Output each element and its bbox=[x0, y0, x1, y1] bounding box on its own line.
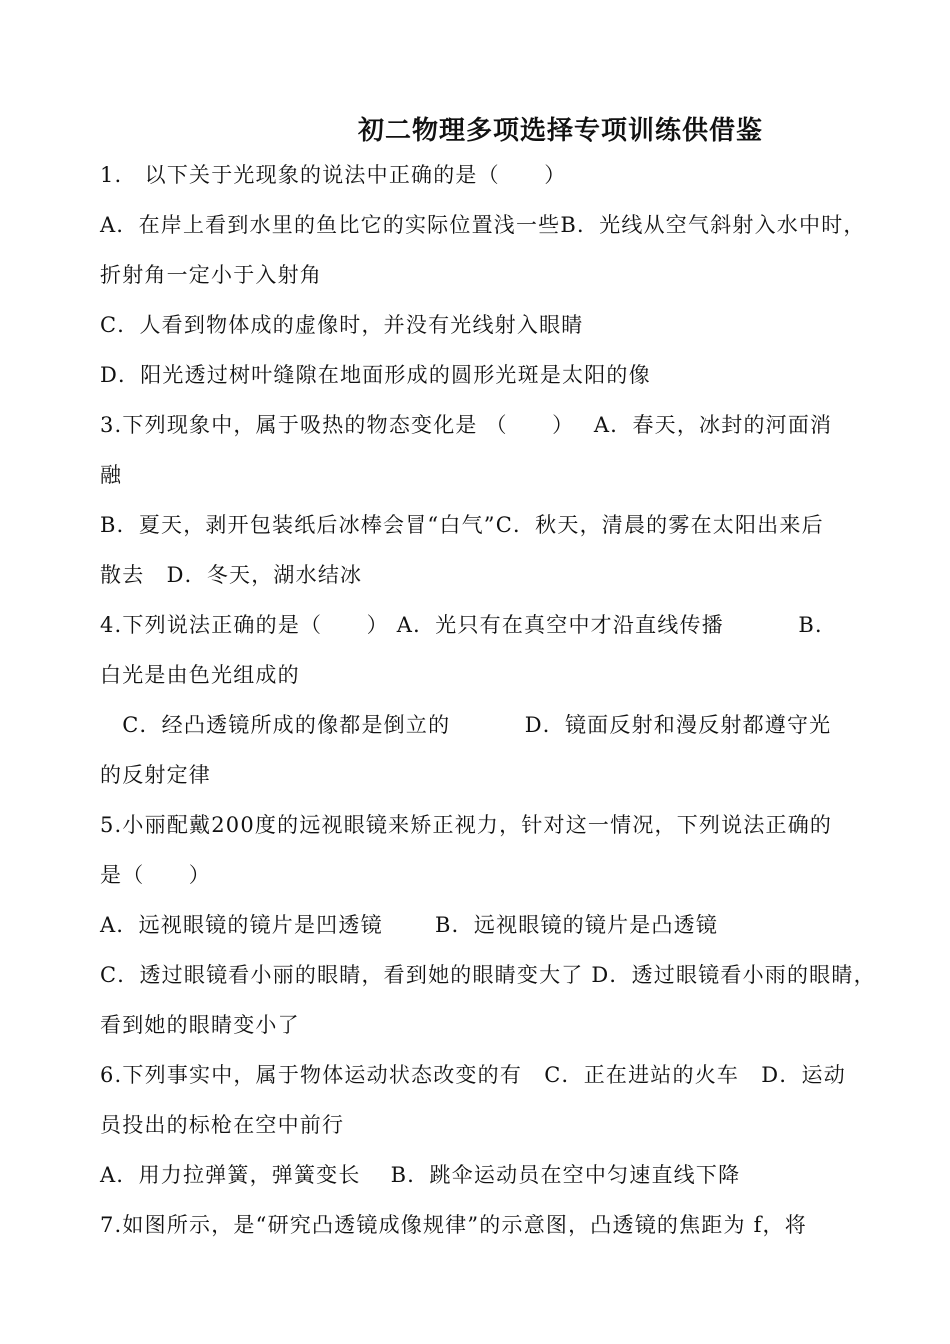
question-4-option-b-cont: 白光是由色光组成的 bbox=[100, 663, 300, 687]
question-1-option-c: C．人看到物体成的虚像时，并没有光线射入眼睛 bbox=[100, 313, 584, 337]
question-7-stem: 7.如图所示，是“研究凸透镜成像规律”的示意图，凸透镜的焦距为 f，将 bbox=[100, 1213, 807, 1237]
question-3-options-b-c: B．夏天，剥开包装纸后冰棒会冒“白气”C．秋天，清晨的雾在太阳出来后 bbox=[100, 513, 824, 537]
question-1-stem: 1. 以下关于光现象的说法中正确的是（ ） bbox=[100, 163, 567, 187]
question-1-options-a-b: A．在岸上看到水里的鱼比它的实际位置浅一些B．光线从空气斜射入水中时， bbox=[100, 213, 866, 237]
question-5-options-a-b: A．远视眼镜的镜片是凹透镜 B．远视眼镜的镜片是凸透镜 bbox=[100, 913, 719, 937]
question-4-stem: 4.下列说法正确的是（ ） A．光只有在真空中才沿直线传播 B． bbox=[100, 613, 838, 637]
question-4-options-c-d: C．经凸透镜所成的像都是倒立的 D．镜面反射和漫反射都遵守光 bbox=[100, 713, 832, 737]
question-3-option-a-cont: 融 bbox=[100, 463, 123, 487]
question-6-options-a-b: A．用力拉弹簧，弹簧变长 B．跳伞运动员在空中匀速直线下降 bbox=[100, 1163, 741, 1187]
question-5-options-c-d: C．透过眼镜看小丽的眼睛，看到她的眼睛变大了 D．透过眼镜看小雨的眼睛， bbox=[100, 963, 876, 987]
question-6-stem: 6.下列事实中，属于物体运动状态改变的有 C．正在进站的火车 D．运动 bbox=[100, 1063, 846, 1087]
question-5-stem-cont: 是（ ） bbox=[100, 863, 211, 887]
question-3-stem: 3.下列现象中，属于吸热的物态变化是 （ ） A．春天，冰封的河面消 bbox=[100, 413, 833, 437]
question-5-option-d-cont: 看到她的眼睛变小了 bbox=[100, 1013, 300, 1037]
question-3-options-c-d: 散去 D．冬天，湖水结冰 bbox=[100, 563, 363, 587]
question-6-option-d-cont: 员投出的标枪在空中前行 bbox=[100, 1113, 345, 1137]
question-4-option-d-cont: 的反射定律 bbox=[100, 763, 211, 787]
page-title: 初二物理多项选择专项训练供借鉴 bbox=[358, 116, 764, 146]
question-5-stem: 5.小丽配戴200度的远视眼镜来矫正视力，针对这一情况，下列说法正确的 bbox=[100, 813, 833, 837]
question-1-option-d: D．阳光透过树叶缝隙在地面形成的圆形光斑是太阳的像 bbox=[100, 363, 651, 387]
question-1-option-b-cont: 折射角一定小于入射角 bbox=[100, 263, 322, 287]
